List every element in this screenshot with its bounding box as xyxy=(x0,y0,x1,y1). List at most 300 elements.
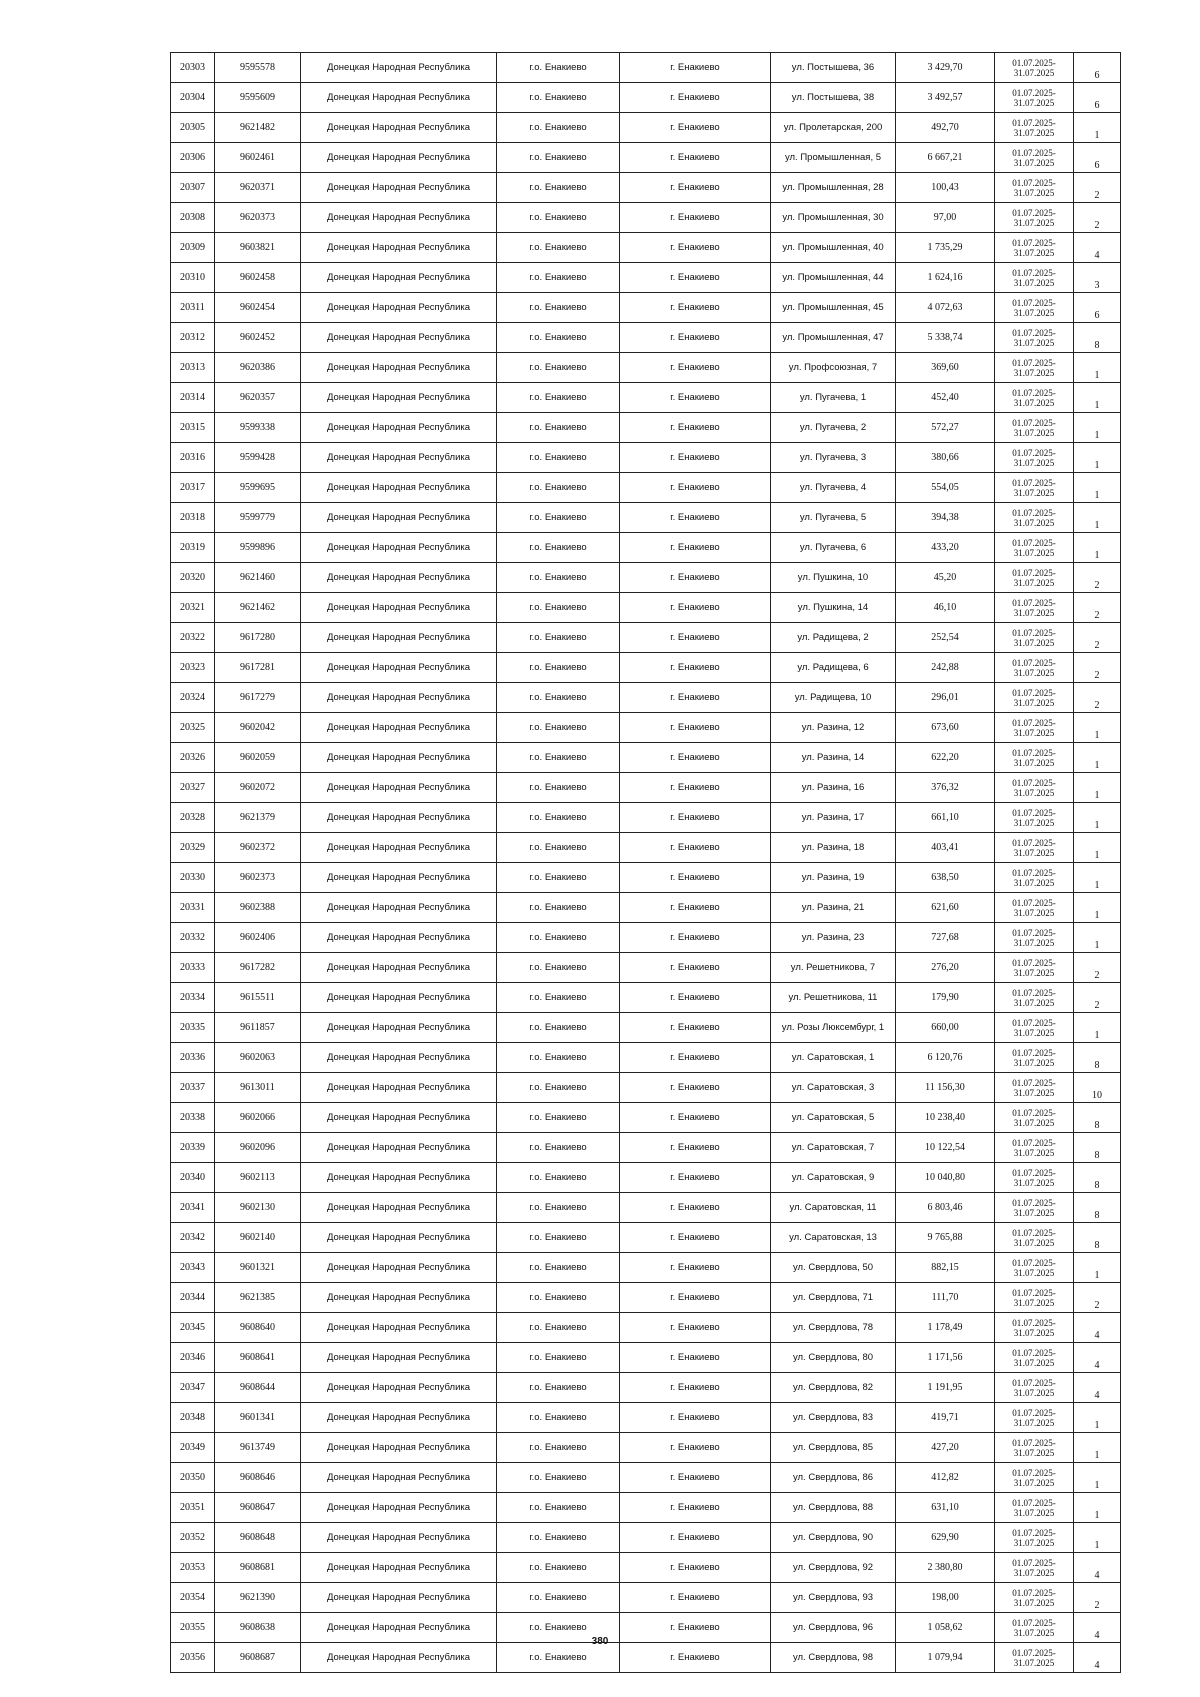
object-code-cell: 9602096 xyxy=(215,1133,301,1163)
table-row xyxy=(171,953,1121,983)
row-number-cell: 20337 xyxy=(171,1073,215,1103)
district-cell: г.о. Енакиево xyxy=(497,1553,620,1583)
object-code-cell: 9621482 xyxy=(215,113,301,143)
object-code-cell: 9602372 xyxy=(215,833,301,863)
count-cell: 4 xyxy=(1074,1343,1121,1373)
object-code-cell: 9602461 xyxy=(215,143,301,173)
period-start: 01.07.2025- xyxy=(1012,1258,1056,1268)
period-cell xyxy=(995,1163,1074,1193)
region-cell: Донецкая Народная Республика xyxy=(301,1163,497,1193)
row-number-cell: 20307 xyxy=(171,173,215,203)
city-cell: г. Енакиево xyxy=(620,1133,771,1163)
period-end: 31.07.2025 xyxy=(1013,98,1055,108)
area-value-cell: 111,70 xyxy=(896,1283,995,1313)
period-end: 31.07.2025 xyxy=(1013,368,1055,378)
area-value-cell: 380,66 xyxy=(896,443,995,473)
period-start: 01.07.2025- xyxy=(1012,238,1056,248)
row-number-cell: 20312 xyxy=(171,323,215,353)
district-cell: г.о. Енакиево xyxy=(497,713,620,743)
address-cell: ул. Радищева, 10 xyxy=(771,683,896,713)
period-start: 01.07.2025- xyxy=(1012,388,1056,398)
area-value-cell: 427,20 xyxy=(896,1433,995,1463)
region-cell: Донецкая Народная Республика xyxy=(301,773,497,803)
period-end: 31.07.2025 xyxy=(1013,1148,1055,1158)
row-number-cell: 20353 xyxy=(171,1553,215,1583)
table-row xyxy=(171,1223,1121,1253)
count-cell: 6 xyxy=(1074,293,1121,323)
period-end: 31.07.2025 xyxy=(1013,578,1055,588)
region-cell: Донецкая Народная Республика xyxy=(301,1283,497,1313)
period-start: 01.07.2025- xyxy=(1012,1408,1056,1418)
area-value-cell: 10 122,54 xyxy=(896,1133,995,1163)
period-end: 31.07.2025 xyxy=(1013,218,1055,228)
region-cell: Донецкая Народная Республика xyxy=(301,953,497,983)
address-cell: ул. Свердлова, 92 xyxy=(771,1553,896,1583)
address-cell: ул. Свердлова, 85 xyxy=(771,1433,896,1463)
period-start: 01.07.2025- xyxy=(1012,748,1056,758)
period-start: 01.07.2025- xyxy=(1012,1198,1056,1208)
object-code-cell: 9595578 xyxy=(215,53,301,83)
region-cell: Донецкая Народная Республика xyxy=(301,803,497,833)
district-cell: г.о. Енакиево xyxy=(497,413,620,443)
period-end: 31.07.2025 xyxy=(1013,668,1055,678)
count-cell: 1 xyxy=(1074,923,1121,953)
period-cell xyxy=(995,893,1074,923)
address-cell: ул. Свердлова, 90 xyxy=(771,1523,896,1553)
city-cell: г. Енакиево xyxy=(620,113,771,143)
period-end: 31.07.2025 xyxy=(1013,818,1055,828)
area-value-cell: 6 667,21 xyxy=(896,143,995,173)
district-cell: г.о. Енакиево xyxy=(497,113,620,143)
address-cell: ул. Саратовская, 7 xyxy=(771,1133,896,1163)
row-number-cell: 20335 xyxy=(171,1013,215,1043)
region-cell: Донецкая Народная Республика xyxy=(301,1043,497,1073)
area-value-cell: 10 040,80 xyxy=(896,1163,995,1193)
period-end: 31.07.2025 xyxy=(1013,488,1055,498)
table-row xyxy=(171,1373,1121,1403)
period-end: 31.07.2025 xyxy=(1013,128,1055,138)
district-cell: г.о. Енакиево xyxy=(497,1253,620,1283)
area-value-cell: 2 380,80 xyxy=(896,1553,995,1583)
count-cell: 2 xyxy=(1074,653,1121,683)
table-row xyxy=(171,323,1121,353)
period-end: 31.07.2025 xyxy=(1013,1178,1055,1188)
city-cell: г. Енакиево xyxy=(620,683,771,713)
table-row xyxy=(171,473,1121,503)
period-cell xyxy=(995,1433,1074,1463)
area-value-cell: 97,00 xyxy=(896,203,995,233)
row-number-cell: 20342 xyxy=(171,1223,215,1253)
object-code-cell: 9621390 xyxy=(215,1583,301,1613)
count-cell: 2 xyxy=(1074,1583,1121,1613)
row-number-cell: 20345 xyxy=(171,1313,215,1343)
count-cell: 1 xyxy=(1074,503,1121,533)
district-cell: г.о. Енакиево xyxy=(497,1013,620,1043)
count-cell: 1 xyxy=(1074,383,1121,413)
period-end: 31.07.2025 xyxy=(1013,548,1055,558)
object-code-cell: 9595609 xyxy=(215,83,301,113)
object-code-cell: 9608687 xyxy=(215,1643,301,1673)
count-cell: 1 xyxy=(1074,413,1121,443)
period-start: 01.07.2025- xyxy=(1012,358,1056,368)
object-code-cell: 9613749 xyxy=(215,1433,301,1463)
period-end: 31.07.2025 xyxy=(1013,608,1055,618)
city-cell: г. Енакиево xyxy=(620,773,771,803)
address-cell: ул. Свердлова, 96 xyxy=(771,1613,896,1643)
table-row xyxy=(171,263,1121,293)
period-start: 01.07.2025- xyxy=(1012,208,1056,218)
period-cell xyxy=(995,1343,1074,1373)
area-value-cell: 629,90 xyxy=(896,1523,995,1553)
row-number-cell: 20306 xyxy=(171,143,215,173)
city-cell: г. Енакиево xyxy=(620,503,771,533)
period-cell xyxy=(995,1553,1074,1583)
region-cell: Донецкая Народная Республика xyxy=(301,1373,497,1403)
city-cell: г. Енакиево xyxy=(620,743,771,773)
district-cell: г.о. Енакиево xyxy=(497,833,620,863)
row-number-cell: 20331 xyxy=(171,893,215,923)
city-cell: г. Енакиево xyxy=(620,1403,771,1433)
object-code-cell: 9608638 xyxy=(215,1613,301,1643)
district-cell: г.о. Енакиево xyxy=(497,323,620,353)
period-start: 01.07.2025- xyxy=(1012,538,1056,548)
city-cell: г. Енакиево xyxy=(620,1223,771,1253)
district-cell: г.о. Енакиево xyxy=(497,353,620,383)
table-row xyxy=(171,983,1121,1013)
district-cell: г.о. Енакиево xyxy=(497,1103,620,1133)
area-value-cell: 369,60 xyxy=(896,353,995,383)
count-cell: 6 xyxy=(1074,83,1121,113)
city-cell: г. Енакиево xyxy=(620,443,771,473)
table-row xyxy=(171,143,1121,173)
period-start: 01.07.2025- xyxy=(1012,868,1056,878)
district-cell: г.о. Енакиево xyxy=(497,293,620,323)
address-cell: ул. Промышленная, 47 xyxy=(771,323,896,353)
object-code-cell: 9620386 xyxy=(215,353,301,383)
period-end: 31.07.2025 xyxy=(1013,698,1055,708)
district-cell: г.о. Енакиево xyxy=(497,653,620,683)
area-value-cell: 631,10 xyxy=(896,1493,995,1523)
period-cell xyxy=(995,1643,1074,1673)
region-cell: Донецкая Народная Республика xyxy=(301,353,497,383)
area-value-cell: 6 803,46 xyxy=(896,1193,995,1223)
area-value-cell: 412,82 xyxy=(896,1463,995,1493)
address-cell: ул. Промышленная, 45 xyxy=(771,293,896,323)
period-start: 01.07.2025- xyxy=(1012,508,1056,518)
region-cell: Донецкая Народная Республика xyxy=(301,1433,497,1463)
district-cell: г.о. Енакиево xyxy=(497,83,620,113)
address-cell: ул. Пугачева, 6 xyxy=(771,533,896,563)
period-end: 31.07.2025 xyxy=(1013,1388,1055,1398)
area-value-cell: 554,05 xyxy=(896,473,995,503)
district-cell: г.о. Енакиево xyxy=(497,1493,620,1523)
area-value-cell: 403,41 xyxy=(896,833,995,863)
period-cell xyxy=(995,293,1074,323)
district-cell: г.о. Енакиево xyxy=(497,1583,620,1613)
row-number-cell: 20351 xyxy=(171,1493,215,1523)
period-end: 31.07.2025 xyxy=(1013,1028,1055,1038)
count-cell: 4 xyxy=(1074,1313,1121,1343)
row-number-cell: 20336 xyxy=(171,1043,215,1073)
table-row xyxy=(171,1313,1121,1343)
count-cell: 4 xyxy=(1074,1373,1121,1403)
period-end: 31.07.2025 xyxy=(1013,1058,1055,1068)
row-number-cell: 20343 xyxy=(171,1253,215,1283)
address-cell: ул. Пугачева, 2 xyxy=(771,413,896,443)
period-end: 31.07.2025 xyxy=(1013,1538,1055,1548)
row-number-cell: 20348 xyxy=(171,1403,215,1433)
district-cell: г.о. Енакиево xyxy=(497,683,620,713)
count-cell: 2 xyxy=(1074,683,1121,713)
address-cell: ул. Разина, 21 xyxy=(771,893,896,923)
area-value-cell: 100,43 xyxy=(896,173,995,203)
region-cell: Донецкая Народная Республика xyxy=(301,1553,497,1583)
period-end: 31.07.2025 xyxy=(1013,308,1055,318)
period-start: 01.07.2025- xyxy=(1012,478,1056,488)
period-cell xyxy=(995,353,1074,383)
object-code-cell: 9613011 xyxy=(215,1073,301,1103)
count-cell: 2 xyxy=(1074,953,1121,983)
city-cell: г. Енакиево xyxy=(620,1613,771,1643)
period-start: 01.07.2025- xyxy=(1012,1138,1056,1148)
address-cell: ул. Свердлова, 83 xyxy=(771,1403,896,1433)
district-cell: г.о. Енакиево xyxy=(497,1133,620,1163)
table-row xyxy=(171,713,1121,743)
district-cell: г.о. Енакиево xyxy=(497,1463,620,1493)
region-cell: Донецкая Народная Республика xyxy=(301,1133,497,1163)
city-cell: г. Енакиево xyxy=(620,833,771,863)
object-code-cell: 9608644 xyxy=(215,1373,301,1403)
district-cell: г.о. Енакиево xyxy=(497,503,620,533)
period-start: 01.07.2025- xyxy=(1012,418,1056,428)
area-value-cell: 622,20 xyxy=(896,743,995,773)
object-code-cell: 9602063 xyxy=(215,1043,301,1073)
city-cell: г. Енакиево xyxy=(620,1013,771,1043)
address-cell: ул. Розы Люксембург, 1 xyxy=(771,1013,896,1043)
row-number-cell: 20354 xyxy=(171,1583,215,1613)
count-cell: 1 xyxy=(1074,1523,1121,1553)
region-cell: Донецкая Народная Республика xyxy=(301,683,497,713)
city-cell: г. Енакиево xyxy=(620,1073,771,1103)
object-code-cell: 9608646 xyxy=(215,1463,301,1493)
area-value-cell: 660,00 xyxy=(896,1013,995,1043)
row-number-cell: 20314 xyxy=(171,383,215,413)
district-cell: г.о. Енакиево xyxy=(497,1643,620,1673)
period-cell xyxy=(995,833,1074,863)
period-start: 01.07.2025- xyxy=(1012,718,1056,728)
area-value-cell: 10 238,40 xyxy=(896,1103,995,1133)
area-value-cell: 252,54 xyxy=(896,623,995,653)
district-cell: г.о. Енакиево xyxy=(497,1283,620,1313)
city-cell: г. Енакиево xyxy=(620,173,771,203)
row-number-cell: 20313 xyxy=(171,353,215,383)
period-cell xyxy=(995,533,1074,563)
row-number-cell: 20352 xyxy=(171,1523,215,1553)
address-cell: ул. Свердлова, 71 xyxy=(771,1283,896,1313)
count-cell: 2 xyxy=(1074,1283,1121,1313)
period-cell xyxy=(995,593,1074,623)
count-cell: 1 xyxy=(1074,773,1121,803)
period-end: 31.07.2025 xyxy=(1013,68,1055,78)
period-cell xyxy=(995,1253,1074,1283)
period-start: 01.07.2025- xyxy=(1012,1468,1056,1478)
period-cell xyxy=(995,1013,1074,1043)
region-cell: Донецкая Народная Республика xyxy=(301,323,497,353)
count-cell: 1 xyxy=(1074,353,1121,383)
address-cell: ул. Разина, 19 xyxy=(771,863,896,893)
region-cell: Донецкая Народная Республика xyxy=(301,1493,497,1523)
table-row xyxy=(171,443,1121,473)
period-start: 01.07.2025- xyxy=(1012,1018,1056,1028)
district-cell: г.о. Енакиево xyxy=(497,1433,620,1463)
table-row xyxy=(171,1403,1121,1433)
period-cell xyxy=(995,1133,1074,1163)
count-cell: 3 xyxy=(1074,263,1121,293)
area-value-cell: 638,50 xyxy=(896,863,995,893)
area-value-cell: 1 079,94 xyxy=(896,1643,995,1673)
period-cell xyxy=(995,203,1074,233)
row-number-cell: 20332 xyxy=(171,923,215,953)
address-cell: ул. Радищева, 6 xyxy=(771,653,896,683)
table-row xyxy=(171,1583,1121,1613)
city-cell: г. Енакиево xyxy=(620,1193,771,1223)
address-cell: ул. Разина, 12 xyxy=(771,713,896,743)
period-cell xyxy=(995,473,1074,503)
area-value-cell: 1 735,29 xyxy=(896,233,995,263)
city-cell: г. Енакиево xyxy=(620,203,771,233)
period-start: 01.07.2025- xyxy=(1012,448,1056,458)
period-cell xyxy=(995,563,1074,593)
region-cell: Донецкая Народная Республика xyxy=(301,593,497,623)
address-cell: ул. Саратовская, 5 xyxy=(771,1103,896,1133)
city-cell: г. Енакиево xyxy=(620,953,771,983)
period-end: 31.07.2025 xyxy=(1013,998,1055,1008)
address-cell: ул. Пушкина, 10 xyxy=(771,563,896,593)
period-end: 31.07.2025 xyxy=(1013,1208,1055,1218)
period-start: 01.07.2025- xyxy=(1012,778,1056,788)
city-cell: г. Енакиево xyxy=(620,593,771,623)
region-cell: Донецкая Народная Республика xyxy=(301,533,497,563)
district-cell: г.о. Енакиево xyxy=(497,533,620,563)
city-cell: г. Енакиево xyxy=(620,1343,771,1373)
period-start: 01.07.2025- xyxy=(1012,1168,1056,1178)
count-cell: 2 xyxy=(1074,623,1121,653)
table-row xyxy=(171,893,1121,923)
row-number-cell: 20333 xyxy=(171,953,215,983)
row-number-cell: 20321 xyxy=(171,593,215,623)
object-code-cell: 9602388 xyxy=(215,893,301,923)
period-cell xyxy=(995,413,1074,443)
object-code-cell: 9617279 xyxy=(215,683,301,713)
table-row xyxy=(171,1133,1121,1163)
district-cell: г.о. Енакиево xyxy=(497,1163,620,1193)
address-cell: ул. Пролетарская, 200 xyxy=(771,113,896,143)
period-start: 01.07.2025- xyxy=(1012,1618,1056,1628)
table-row xyxy=(171,833,1121,863)
period-cell xyxy=(995,653,1074,683)
object-code-cell: 9602373 xyxy=(215,863,301,893)
area-value-cell: 3 492,57 xyxy=(896,83,995,113)
region-cell: Донецкая Народная Республика xyxy=(301,413,497,443)
region-cell: Донецкая Народная Республика xyxy=(301,443,497,473)
city-cell: г. Енакиево xyxy=(620,713,771,743)
period-end: 31.07.2025 xyxy=(1013,1358,1055,1368)
region-cell: Донецкая Народная Республика xyxy=(301,1343,497,1373)
city-cell: г. Енакиево xyxy=(620,1313,771,1343)
region-cell: Донецкая Народная Республика xyxy=(301,173,497,203)
object-code-cell: 9602066 xyxy=(215,1103,301,1133)
city-cell: г. Енакиево xyxy=(620,893,771,923)
table-row xyxy=(171,293,1121,323)
object-code-cell: 9620357 xyxy=(215,383,301,413)
row-number-cell: 20338 xyxy=(171,1103,215,1133)
city-cell: г. Енакиево xyxy=(620,323,771,353)
district-cell: г.о. Енакиево xyxy=(497,1373,620,1403)
period-cell xyxy=(995,233,1074,263)
area-value-cell: 661,10 xyxy=(896,803,995,833)
table-row xyxy=(171,503,1121,533)
district-cell: г.о. Енакиево xyxy=(497,1073,620,1103)
table-row xyxy=(171,1103,1121,1133)
city-cell: г. Енакиево xyxy=(620,353,771,383)
count-cell: 1 xyxy=(1074,113,1121,143)
district-cell: г.о. Енакиево xyxy=(497,1193,620,1223)
period-cell xyxy=(995,803,1074,833)
row-number-cell: 20317 xyxy=(171,473,215,503)
district-cell: г.о. Енакиево xyxy=(497,983,620,1013)
table-row xyxy=(171,1433,1121,1463)
area-value-cell: 376,32 xyxy=(896,773,995,803)
row-number-cell: 20344 xyxy=(171,1283,215,1313)
object-code-cell: 9608681 xyxy=(215,1553,301,1583)
area-value-cell: 572,27 xyxy=(896,413,995,443)
area-value-cell: 296,01 xyxy=(896,683,995,713)
period-cell xyxy=(995,323,1074,353)
period-start: 01.07.2025- xyxy=(1012,988,1056,998)
count-cell: 1 xyxy=(1074,1463,1121,1493)
city-cell: г. Енакиево xyxy=(620,83,771,113)
region-cell: Донецкая Народная Республика xyxy=(301,233,497,263)
region-cell: Донецкая Народная Республика xyxy=(301,293,497,323)
count-cell: 10 xyxy=(1074,1073,1121,1103)
count-cell: 1 xyxy=(1074,803,1121,833)
object-code-cell: 9602072 xyxy=(215,773,301,803)
object-code-cell: 9602140 xyxy=(215,1223,301,1253)
period-start: 01.07.2025- xyxy=(1012,1108,1056,1118)
period-start: 01.07.2025- xyxy=(1012,178,1056,188)
city-cell: г. Енакиево xyxy=(620,1043,771,1073)
count-cell: 4 xyxy=(1074,233,1121,263)
region-cell: Донецкая Народная Республика xyxy=(301,623,497,653)
period-cell xyxy=(995,1103,1074,1133)
address-cell: ул. Свердлова, 88 xyxy=(771,1493,896,1523)
address-cell: ул. Саратовская, 11 xyxy=(771,1193,896,1223)
object-code-cell: 9621379 xyxy=(215,803,301,833)
row-number-cell: 20341 xyxy=(171,1193,215,1223)
period-cell xyxy=(995,1583,1074,1613)
object-code-cell: 9602452 xyxy=(215,323,301,353)
area-value-cell: 419,71 xyxy=(896,1403,995,1433)
object-code-cell: 9621460 xyxy=(215,563,301,593)
address-cell: ул. Свердлова, 50 xyxy=(771,1253,896,1283)
object-code-cell: 9615511 xyxy=(215,983,301,1013)
address-cell: ул. Свердлова, 82 xyxy=(771,1373,896,1403)
address-cell: ул. Пугачева, 1 xyxy=(771,383,896,413)
region-cell: Донецкая Народная Республика xyxy=(301,1613,497,1643)
period-start: 01.07.2025- xyxy=(1012,1078,1056,1088)
period-start: 01.07.2025- xyxy=(1012,1558,1056,1568)
period-start: 01.07.2025- xyxy=(1012,1048,1056,1058)
